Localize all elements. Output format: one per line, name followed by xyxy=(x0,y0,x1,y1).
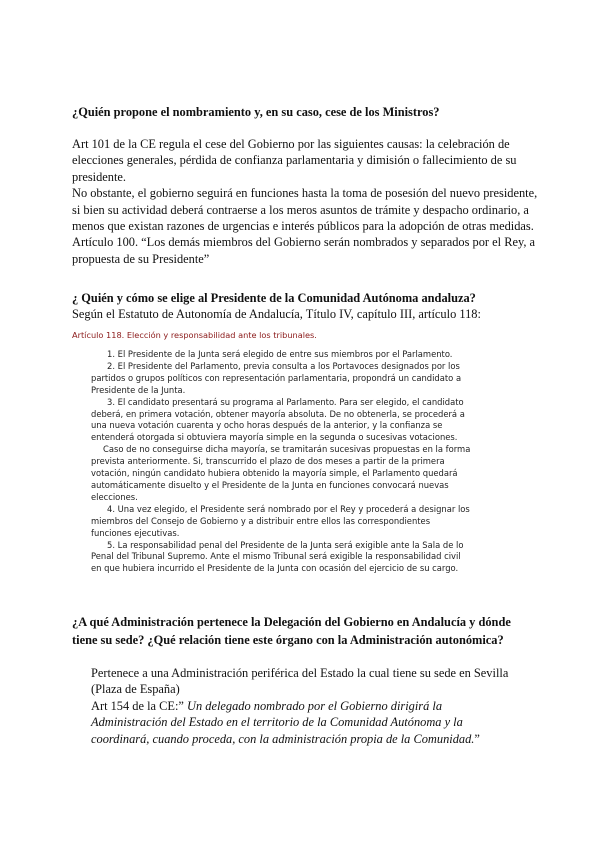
quoted-text: coordinará, cuando proceda, con la administración propia de la Comunidad. xyxy=(91,731,475,746)
article-line: miembros del Consejo de Gobierno y a distribuir entre ellos las correspondientes xyxy=(91,515,431,526)
question-2-intro xyxy=(72,306,532,322)
paragraph-line: elecciones generales, pérdida de confianza parlamentaria y dimisión o fallecimiento de su xyxy=(72,153,517,168)
article-line: automáticamente disuelto y el Presidente de la Junta en funciones convocará nuevas xyxy=(91,479,449,490)
question-1-answer xyxy=(72,136,538,267)
article-line: Caso de no conseguirse dicha mayoría, se tramitarán sucesivas propuestas en la forma xyxy=(103,444,471,455)
article-line: prevista anteriormente. Si, transcurrido el plazo de dos meses a partir de la primera xyxy=(91,456,445,467)
paragraph-line: menos que existan razones de urgencias e interés públicos para la adopción de otras medidas. xyxy=(72,219,534,234)
paragraph-line: No obstante, el gobierno seguirá en funciones hasta la toma de posesión del nuevo presidente, xyxy=(72,186,538,201)
article-line: 3. El candidato presentará su programa al Parlamento. Para ser elegido, el candidato xyxy=(107,396,464,407)
article-line: 4. Una vez elegido, el Presidente será nombrado por el Rey y procederá a designar los xyxy=(107,503,470,514)
article-line: elecciones. xyxy=(91,491,138,502)
paragraph-line: propuesta de su Presidente” xyxy=(72,251,210,266)
article-line: en que hubiera incurrido el Presidente de la Junta con ocasión del ejercicio de su cargo. xyxy=(91,563,459,574)
question-3-heading xyxy=(72,614,511,648)
question-1-heading: ¿Quién propone el nombramiento y, en su caso, cese de los Ministros? xyxy=(72,105,440,119)
citation-prefix: Art 154 de la CE:” xyxy=(91,698,188,713)
article-line: 2. El Presidente del Parlamento, previa consulta a los Portavoces designados por los xyxy=(107,360,460,371)
closing-quote: ” xyxy=(474,731,480,746)
article-line: Penal del Tribunal Supremo. Ante el mismo Tribunal será exigible la responsabilidad civil xyxy=(91,551,461,562)
quoted-text: Administración del Estado en el territorio de la Comunidad Autónoma y la xyxy=(91,715,463,730)
article-line: 1. El Presidente de la Junta será elegido de entre sus miembros por el Parlamento. xyxy=(107,349,453,359)
article-line: funciones ejecutivas. xyxy=(91,527,180,538)
paragraph-line: Según el Estatuto de Autonomía de Andalucía, Título IV, capítulo III, artículo 118: xyxy=(72,307,481,321)
paragraph-line: presidente. xyxy=(72,169,127,184)
article-line: una nueva votación cuarenta y ocho horas después de la anterior, y la confianza se xyxy=(91,420,443,431)
paragraph-line xyxy=(91,731,531,747)
paragraph-line: si bien su actividad deberá contraerse a los meros asuntos de trámite y despacho ordinario, a xyxy=(72,202,529,217)
paragraph-line xyxy=(91,698,531,714)
article-118-title: Artículo 118. Elección y responsabilidad ante los tribunales. xyxy=(72,330,317,340)
paragraph-line: (Plaza de España) xyxy=(91,682,180,697)
question-3-heading-line: ¿A qué Administración pertenece la Delegación del Gobierno en Andalucía y dónde xyxy=(72,615,511,629)
question-3-answer xyxy=(91,665,531,747)
article-line: Presidente de la Junta. xyxy=(91,384,186,395)
question-3-heading-line: tiene su sede? ¿Qué relación tiene este órgano con la Administración autonómica? xyxy=(72,633,504,647)
paragraph-line: Pertenece a una Administración periférica del Estado la cual tiene su sede en Sevilla xyxy=(91,666,509,680)
article-118-body xyxy=(91,349,511,575)
article-line: deberá, en primera votación, obtener mayoría absoluta. De no obtenerla, se procederá a xyxy=(91,408,465,419)
article-line: votación, ningún candidato hubiera obtenido la mayoría simple, el Parlamento quedará xyxy=(91,468,458,479)
article-line: partidos o grupos políticos con representación parlamentaria, propondrá un candidato a xyxy=(91,372,462,383)
article-line: 5. La responsabilidad penal del Presidente de la Junta será exigible ante la Sala de lo xyxy=(107,539,464,550)
paragraph-line: Art 101 de la CE regula el cese del Gobierno por las siguientes causas: la celebración de xyxy=(72,137,510,151)
quoted-text: Un delegado nombrado por el Gobierno dirigirá la xyxy=(187,698,443,713)
paragraph-line: Artículo 100. “Los demás miembros del Gobierno serán nombrados y separados por el Rey, a xyxy=(72,235,536,250)
article-line: entenderá otorgada si obtuviera mayoría simple en la segunda o sucesivas votaciones. xyxy=(91,432,458,443)
question-2-heading: ¿ Quién y cómo se elige al Presidente de la Comunidad Autónoma andaluza? xyxy=(72,291,476,305)
